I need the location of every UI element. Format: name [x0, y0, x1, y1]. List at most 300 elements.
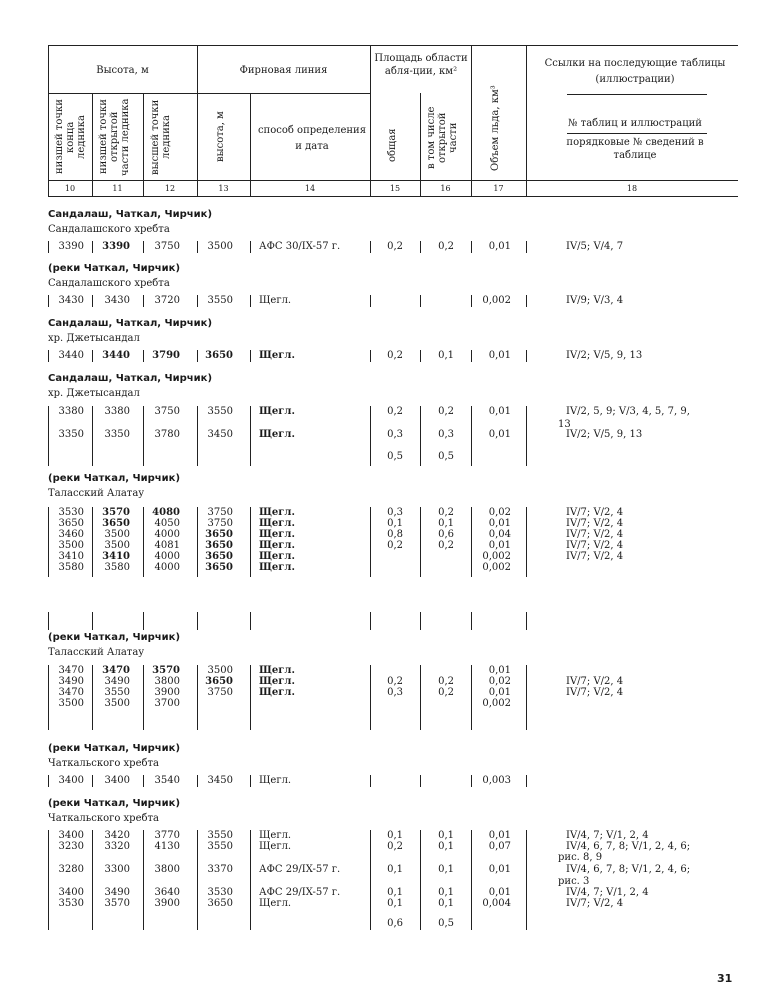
header-bottom-rule: [48, 180, 738, 181]
table-cell: 3400: [58, 887, 84, 898]
col-highest: высшей точки ледника: [150, 99, 172, 175]
table-row: [0, 918, 779, 929]
column-separator: [48, 241, 49, 253]
table-cell: 0,1: [387, 898, 403, 909]
table-cell: 3280: [58, 864, 84, 875]
column-separator: [197, 507, 198, 577]
section-title: (реки Чаткал, Чирчик): [48, 798, 181, 809]
column-separator: [526, 295, 527, 307]
section-title: Сандалаш, Чаткал, Чирчик): [48, 209, 213, 220]
column-separator: [420, 612, 421, 630]
table-cell: 3500: [58, 698, 84, 709]
table-cell: 3440: [58, 350, 84, 361]
table-cell: 3300: [104, 864, 130, 875]
table-cell: 3530: [58, 507, 84, 518]
table-cell: 4130: [154, 841, 180, 852]
table-cell: 3900: [154, 687, 180, 698]
col-refs-tables: № таблиц и иллюстраций: [568, 118, 702, 129]
table-row: [0, 241, 779, 252]
column-separator: [471, 350, 472, 362]
column-separator: [250, 665, 251, 730]
refs-subrule-2: [567, 133, 707, 134]
table-cell: Щегл.: [259, 687, 295, 698]
column-separator: [197, 350, 198, 362]
column-separator: [370, 665, 371, 730]
col-refs-order: порядковые № сведений в таблице: [566, 137, 704, 161]
table-cell: 3540: [154, 775, 180, 786]
table-cell: 0,01: [488, 350, 511, 361]
table-cell: IV/4, 7; V/1, 2, 4: [566, 830, 649, 841]
section-title: (реки Чаткал, Чирчик): [48, 632, 181, 643]
table-row: [0, 507, 779, 518]
section-subtitle: Таласский Алатау: [48, 488, 145, 499]
column-separator: [420, 665, 421, 730]
col-number: 17: [493, 184, 504, 193]
table-cell: 0,6: [438, 529, 454, 540]
table-cell: Щегл.: [259, 562, 295, 573]
table-cell: 3490: [104, 676, 130, 687]
header-vline: [250, 93, 251, 196]
table-cell: 3750: [207, 687, 233, 698]
column-separator: [420, 775, 421, 787]
section-subtitle: Таласский Алатау: [48, 647, 145, 658]
table-cell: 0,1: [438, 898, 454, 909]
column-separator: [250, 775, 251, 787]
column-separator: [250, 241, 251, 253]
column-separator: [92, 295, 93, 307]
column-separator: [471, 507, 472, 577]
table-cell: Щегл.: [259, 295, 292, 306]
table-cell: 0,01: [488, 864, 511, 875]
table-cell: 3790: [152, 350, 180, 361]
table-cell: IV/4, 6, 7, 8; V/1, 2, 4, 6;: [566, 841, 691, 852]
column-separator: [92, 612, 93, 630]
table-cell: 0,002: [482, 562, 511, 573]
table-cell: 3570: [102, 507, 130, 518]
table-cell: 0,1: [387, 518, 403, 529]
column-separator: [370, 350, 371, 362]
table-cell: Щегл.: [259, 551, 295, 562]
header-vline: [143, 93, 144, 196]
table-cell: Щегл.: [259, 518, 295, 529]
table-cell: 3550: [207, 841, 233, 852]
column-separator: [420, 830, 421, 930]
table-row: [0, 529, 779, 540]
section-title: Сандалаш, Чаткал, Чирчик): [48, 373, 213, 384]
table-cell: 0,1: [438, 887, 454, 898]
table-cell: 3580: [104, 562, 130, 573]
column-separator: [48, 295, 49, 307]
table-cell: 0,04: [488, 529, 511, 540]
header-vline: [420, 93, 421, 196]
column-separator: [143, 830, 144, 930]
table-cell: 3440: [102, 350, 130, 361]
table-cell: 3650: [102, 518, 130, 529]
col-number: 12: [164, 184, 176, 193]
table-cell: 0,3: [387, 507, 403, 518]
table-cell: 0,02: [488, 507, 511, 518]
table-cell: 0,01: [488, 830, 511, 841]
col-lowest-tongue: низшей точки конца ледника: [54, 99, 87, 175]
table-cell: Щегл.: [259, 898, 292, 909]
table-cell: 0,5: [438, 918, 454, 929]
table-cell: 0,3: [387, 429, 403, 440]
table-cell: 3650: [205, 350, 233, 361]
table-cell: Щегл.: [259, 406, 295, 417]
section-subtitle: Сандалашского хребта: [48, 278, 170, 289]
section-title: (реки Чаткал, Чирчик): [48, 263, 181, 274]
table-cell: 3650: [207, 898, 233, 909]
table-cell: 3500: [104, 698, 130, 709]
table-cell: 0,01: [488, 887, 511, 898]
table-cell: 0,2: [438, 507, 454, 518]
table-cell: Щегл.: [259, 429, 295, 440]
table-cell: 3550: [207, 295, 233, 306]
table-cell: 3800: [154, 676, 180, 687]
table-cell: 3530: [207, 887, 233, 898]
col-area-open: в том числе открытой части: [426, 106, 459, 170]
table-cell: IV/7; V/2, 4: [566, 676, 624, 687]
column-separator: [143, 665, 144, 730]
column-separator: [48, 507, 49, 577]
table-cell: 3750: [207, 507, 233, 518]
table-cell: 3500: [58, 540, 84, 551]
table-row: [0, 852, 779, 863]
header-top-rule: [48, 45, 738, 46]
table-cell: АФС 29/IX-57 г.: [259, 864, 341, 875]
table-cell: 3390: [58, 241, 84, 252]
col-number: 14: [304, 184, 316, 193]
column-separator: [420, 406, 421, 466]
table-row: [0, 775, 779, 786]
column-separator: [370, 406, 371, 466]
section-title: (реки Чаткал, Чирчик): [48, 473, 181, 484]
table-cell: 0,01: [488, 241, 511, 252]
table-cell: 3410: [102, 551, 130, 562]
table-cell: 3490: [58, 676, 84, 687]
table-cell: 0,2: [387, 350, 403, 361]
column-separator: [48, 406, 49, 466]
column-separator: [48, 612, 49, 630]
table-row: [0, 295, 779, 306]
table-cell: 3770: [154, 830, 180, 841]
table-cell: рис. 8, 9: [558, 852, 603, 863]
column-separator: [471, 295, 472, 307]
table-cell: 0,01: [488, 687, 511, 698]
table-cell: 0,3: [387, 687, 403, 698]
table-cell: 0,002: [482, 698, 511, 709]
column-separator: [526, 406, 527, 466]
column-separator: [471, 665, 472, 730]
table-cell: 0,01: [488, 540, 511, 551]
table-cell: 3350: [104, 429, 130, 440]
table-cell: 3750: [154, 241, 180, 252]
table-cell: 3570: [152, 665, 180, 676]
table-cell: 0,2: [387, 241, 403, 252]
column-separator: [48, 830, 49, 930]
column-separator: [471, 612, 472, 630]
table-cell: 3380: [58, 406, 84, 417]
table-cell: 0,2: [387, 406, 403, 417]
table-cell: 0,1: [387, 864, 403, 875]
table-cell: 3650: [205, 562, 233, 573]
table-cell: 0,1: [387, 887, 403, 898]
table-cell: 3550: [207, 830, 233, 841]
header-vline: [526, 45, 527, 196]
column-separator: [48, 775, 49, 787]
table-row: [0, 350, 779, 361]
table-cell: 4050: [154, 518, 180, 529]
table-cell: 0,1: [438, 841, 454, 852]
table-cell: Щегл.: [259, 830, 292, 841]
section-subtitle: хр. Джетысандал: [48, 388, 140, 399]
section-title: (реки Чаткал, Чирчик): [48, 743, 181, 754]
table-cell: 0,2: [387, 841, 403, 852]
column-separator: [197, 241, 198, 253]
table-row: [0, 562, 779, 573]
table-row: [0, 830, 779, 841]
column-separator: [92, 406, 93, 466]
table-cell: IV/4, 7; V/1, 2, 4: [566, 887, 649, 898]
table-cell: 3370: [207, 864, 233, 875]
table-cell: 0,01: [488, 406, 511, 417]
table-cell: 3650: [205, 551, 233, 562]
table-cell: 3500: [207, 665, 233, 676]
table-cell: 0,2: [438, 676, 454, 687]
header-mid-rule-left: [48, 93, 370, 94]
table-cell: 0,002: [482, 551, 511, 562]
column-separator: [471, 241, 472, 253]
col-number: 16: [440, 184, 451, 193]
table-cell: рис. 3: [558, 876, 590, 887]
section-title: Сандалаш, Чаткал, Чирчик): [48, 318, 213, 329]
table-cell: 13: [558, 419, 571, 430]
column-separator: [250, 350, 251, 362]
column-separator: [92, 665, 93, 730]
column-separator: [370, 295, 371, 307]
column-separator: [197, 612, 198, 630]
column-separator: [370, 612, 371, 630]
table-cell: IV/7; V/2, 4: [566, 518, 624, 529]
table-cell: IV/7; V/2, 4: [566, 551, 624, 562]
table-cell: IV/7; V/2, 4: [566, 507, 624, 518]
table-row: [0, 898, 779, 909]
table-row: [0, 406, 779, 417]
table-cell: Щегл.: [259, 665, 295, 676]
table-cell: IV/4, 6, 7, 8; V/1, 2, 4, 6;: [566, 864, 691, 875]
table-row: [0, 887, 779, 898]
table-cell: 3720: [154, 295, 180, 306]
col-ice-volume: Объем льда, км³: [490, 85, 501, 171]
table-cell: 4000: [154, 551, 180, 562]
table-cell: 3500: [207, 241, 233, 252]
col-area-total: общая: [387, 128, 398, 162]
table-cell: 3470: [58, 687, 84, 698]
table-cell: 4000: [154, 529, 180, 540]
column-separator: [48, 350, 49, 362]
col-firn-height: высота, м: [215, 111, 226, 163]
table-cell: Щегл.: [259, 841, 292, 852]
column-separator: [250, 612, 251, 630]
page-number: 31: [717, 972, 733, 985]
column-separator: [526, 665, 527, 730]
table-cell: 0,1: [438, 518, 454, 529]
table-cell: IV/5; V/4, 7: [566, 241, 624, 252]
table-cell: Щегл.: [259, 540, 295, 551]
firn-line-heading: Фирновая линия: [239, 65, 328, 76]
table-cell: 4000: [154, 562, 180, 573]
column-separator: [250, 830, 251, 930]
col-number: 10: [64, 184, 76, 193]
header-vline: [370, 45, 371, 196]
table-cell: 3580: [58, 562, 84, 573]
column-separator: [420, 350, 421, 362]
table-cell: 3800: [154, 864, 180, 875]
table-cell: 0,6: [387, 918, 403, 929]
table-cell: 3550: [104, 687, 130, 698]
table-cell: 3320: [104, 841, 130, 852]
height-group-heading: Высота, м: [96, 65, 149, 76]
table-row: [0, 841, 779, 852]
table-cell: 3750: [207, 518, 233, 529]
table-cell: 3350: [58, 429, 84, 440]
column-separator: [370, 830, 371, 930]
table-cell: 3500: [104, 529, 130, 540]
table-cell: 0,02: [488, 676, 511, 687]
column-separator: [526, 612, 527, 630]
table-row: [0, 551, 779, 562]
table-cell: 3700: [154, 698, 180, 709]
column-separator: [250, 295, 251, 307]
column-separator: [420, 241, 421, 253]
table-cell: 3650: [205, 676, 233, 687]
column-separator: [143, 775, 144, 787]
column-separator: [526, 507, 527, 577]
table-row: [0, 540, 779, 551]
table-cell: 0,3: [438, 429, 454, 440]
column-separator: [250, 406, 251, 466]
table-cell: 0,2: [387, 540, 403, 551]
table-cell: 0,5: [387, 451, 403, 462]
table-cell: 3470: [58, 665, 84, 676]
table-cell: 0,01: [488, 518, 511, 529]
table-row: [0, 687, 779, 698]
table-cell: 0,2: [387, 676, 403, 687]
column-separator: [471, 775, 472, 787]
col-number: 15: [389, 184, 401, 193]
table-cell: 3900: [154, 898, 180, 909]
table-cell: Щегл.: [259, 350, 295, 361]
col-number: 18: [626, 184, 638, 193]
table-row: [0, 451, 779, 462]
column-separator: [143, 350, 144, 362]
table-cell: 3650: [205, 529, 233, 540]
section-subtitle: Сандалашского хребта: [48, 224, 170, 235]
table-cell: 0,01: [488, 429, 511, 440]
header-vline: [92, 93, 93, 196]
column-separator: [92, 507, 93, 577]
table-cell: 3490: [104, 887, 130, 898]
colnum-bottom-rule: [48, 196, 738, 197]
column-separator: [143, 295, 144, 307]
column-separator: [197, 775, 198, 787]
column-separator: [420, 295, 421, 307]
table-cell: 3470: [102, 665, 130, 676]
column-separator: [526, 830, 527, 930]
table-cell: 0,004: [482, 898, 511, 909]
table-cell: 3750: [154, 406, 180, 417]
table-cell: IV/2, 5, 9; V/3, 4, 5, 7, 9,: [566, 406, 690, 417]
table-row: [0, 665, 779, 676]
column-separator: [143, 507, 144, 577]
column-separator: [197, 830, 198, 930]
column-separator: [370, 241, 371, 253]
table-cell: 3570: [104, 898, 130, 909]
table-cell: 0,1: [438, 350, 454, 361]
column-separator: [471, 406, 472, 466]
table-cell: 3530: [58, 898, 84, 909]
table-cell: 0,002: [482, 295, 511, 306]
table-cell: 3400: [104, 775, 130, 786]
table-cell: 0,1: [438, 864, 454, 875]
column-separator: [370, 775, 371, 787]
section-subtitle: Чаткальского хребта: [48, 758, 160, 769]
table-cell: 3460: [58, 529, 84, 540]
table-cell: 3380: [104, 406, 130, 417]
table-cell: IV/2; V/5, 9, 13: [566, 350, 643, 361]
column-separator: [92, 350, 93, 362]
table-cell: АФС 30/IX-57 г.: [259, 241, 341, 252]
column-separator: [526, 241, 527, 253]
table-cell: 3400: [58, 830, 84, 841]
column-separator: [197, 406, 198, 466]
column-separator: [48, 665, 49, 730]
table-cell: IV/2; V/5, 9, 13: [566, 429, 643, 440]
column-separator: [197, 295, 198, 307]
table-cell: 0,2: [438, 540, 454, 551]
table-cell: 0,2: [438, 687, 454, 698]
table-cell: IV/7; V/2, 4: [566, 540, 624, 551]
column-separator: [143, 612, 144, 630]
table-cell: 3500: [104, 540, 130, 551]
column-separator: [420, 507, 421, 577]
refs-subrule-1: [567, 94, 707, 95]
table-cell: 0,5: [438, 451, 454, 462]
column-separator: [471, 830, 472, 930]
col-firn-method: способ определения и дата: [257, 125, 367, 152]
column-separator: [92, 775, 93, 787]
table-cell: 3550: [207, 406, 233, 417]
table-cell: 3450: [207, 775, 233, 786]
table-cell: Щегл.: [259, 775, 292, 786]
column-separator: [143, 406, 144, 466]
table-cell: 0,2: [438, 241, 454, 252]
table-cell: 4080: [152, 507, 180, 518]
table-row: [0, 876, 779, 887]
col-lowest-open: низшей точки открытой части ледника: [98, 98, 131, 176]
table-cell: 0,2: [438, 406, 454, 417]
table-cell: 0,07: [488, 841, 511, 852]
column-separator: [143, 241, 144, 253]
table-cell: IV/7; V/2, 4: [566, 898, 624, 909]
references-heading: Ссылки на последующие таблицы (иллюстрации): [544, 58, 726, 85]
table-cell: IV/7; V/2, 4: [566, 529, 624, 540]
table-cell: 3430: [58, 295, 84, 306]
table-row: [0, 518, 779, 529]
table-cell: 0,003: [482, 775, 511, 786]
table-cell: 3430: [104, 295, 130, 306]
table-cell: Щегл.: [259, 529, 295, 540]
